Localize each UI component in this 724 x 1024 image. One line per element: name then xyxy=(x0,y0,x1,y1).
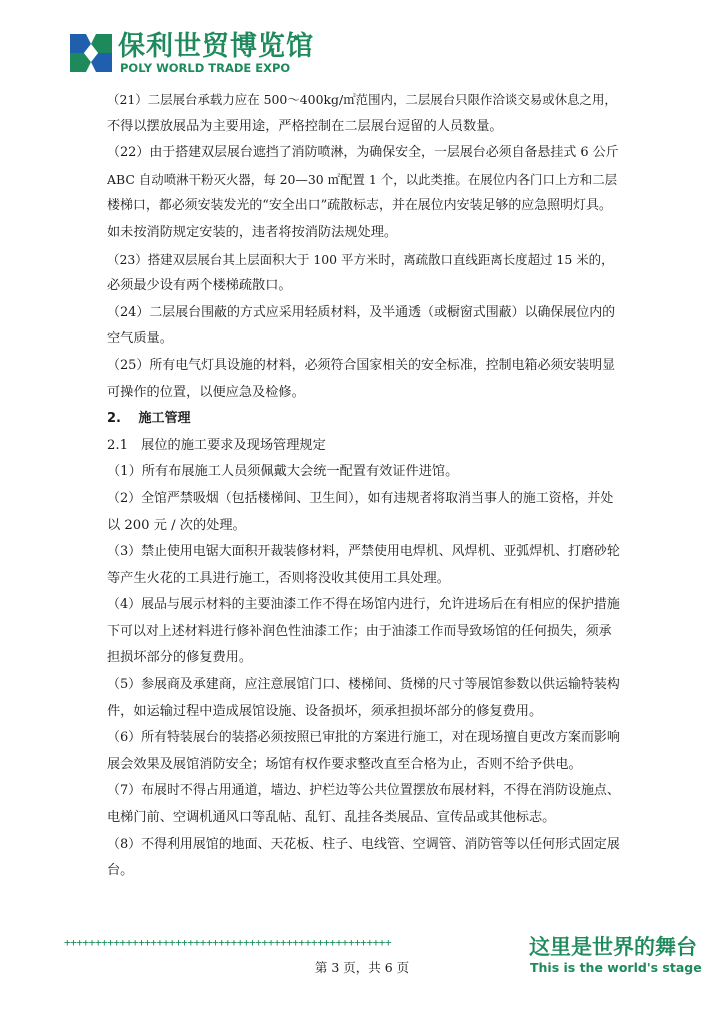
body-line: 台。 xyxy=(107,863,134,879)
body-line: （8）不得利用展馆的地面、天花板、柱子、电线管、空调管、消防管等以任何形式固定展 xyxy=(107,836,620,852)
subsection-heading: 2.1 展位的施工要求及现场管理规定 xyxy=(107,437,326,453)
poly-logo-icon xyxy=(68,30,114,76)
body-line: 如未按消防规定安装的，违者将按消防法规处理。 xyxy=(107,224,398,240)
body-line: （5）参展商及承建商，应注意展馆门口、楼梯间、货梯的尺寸等展馆参数以供运输特装构 xyxy=(107,677,620,693)
body-line: （2）全馆严禁吸烟（包括楼梯间、卫生间），如有违规者将取消当事人的施工资格，并处 xyxy=(107,490,614,506)
body-line: 件，如运输过程中造成展馆设施、设备损坏，须承担损坏部分的修复费用。 xyxy=(107,703,543,719)
body-line: （21）二层展台承载力应在 500～400kg/㎡范围内，二层展台只限作洽谈交易或休息之用， xyxy=(107,92,617,107)
body-line: 空气质量。 xyxy=(107,331,173,347)
body-line: （3）禁止使用电锯大面积开裁装修材料，严禁使用电焊机、风焊机、亚弧焊机、打磨砂轮 xyxy=(107,544,620,560)
section-heading: 2. 施工管理 xyxy=(107,411,191,427)
body-line: 楼梯口，都必须安装发光的“安全出口”疏散标志，并在展位内安装足够的应急照明灯具。 xyxy=(107,198,612,214)
body-line: 等产生火花的工具进行施工，否则将没收其使用工具处理。 xyxy=(107,570,450,586)
body-line: （25）所有电气灯具设施的材料，必须符合国家相关的安全标准，控制电箱必须安装明显 xyxy=(107,357,616,373)
body-line: ABC 自动喷淋干粉灭火器，每 20—30 ㎡配置 1 个，以此类推。在展位内各门口上方和二层 xyxy=(107,171,618,187)
page-header xyxy=(68,30,368,76)
body-line: 可操作的位置，以便应急及检修。 xyxy=(107,384,305,400)
body-line: 展会效果及展馆消防安全；场馆有权作要求整改直至合格为止，否则不给予供电。 xyxy=(107,756,582,772)
body-line: 担损坏部分的修复费用。 xyxy=(107,650,253,666)
body-line: （7）布展时不得占用通道，墙边、护栏边等公共位置摆放布展材料，不得在消防设施点、 xyxy=(107,783,620,799)
document-body xyxy=(107,87,619,885)
footer-slogan-english: This is the world's stage xyxy=(530,960,702,975)
body-line: 以 200 元 / 次的处理。 xyxy=(107,517,246,533)
body-line: （22）由于搭建双层展台遮挡了消防喷淋，为确保安全，一层展台必须自备悬挂式 6 公斤 xyxy=(107,145,619,161)
page-number: 第 3 页，共 6 页 xyxy=(314,960,410,975)
body-line: 下可以对上述材料进行修补润色性油漆工作；由于油漆工作而导致场馆的任何损失，须承 xyxy=(107,623,612,639)
body-line: 电梯门前、空调机通风口等乱帖、乱钉、乱挂各类展品、宣传品或其他标志。 xyxy=(107,810,556,826)
footer-slogan-chinese: 这里是世界的舞台 xyxy=(529,935,697,959)
body-line: （6）所有特装展台的装搭必须按照已审批的方案进行施工，对在现场擅自更改方案而影响 xyxy=(107,730,620,746)
body-line: （1）所有布展施工人员须佩戴大会统一配置有效证件进馆。 xyxy=(107,464,459,480)
footer-plus-divider: +++++++++++++++++++++++++++++++++++++++++++++++++++++ xyxy=(64,936,392,949)
logo-english-name: POLY WORLD TRADE EXPO xyxy=(120,61,291,75)
logo-chinese-name: 保利世贸博览馆 xyxy=(118,31,314,62)
body-line: 必须最少设有两个楼梯疏散口。 xyxy=(107,278,292,294)
body-line: （4）展品与展示材料的主要油漆工作不得在场馆内进行，允许进场后在有相应的保护措施 xyxy=(107,597,620,613)
body-line: 不得以摆放展品为主要用途，严格控制在二层展台逗留的人员数量。 xyxy=(107,118,503,134)
body-line: （24）二层展台围蔽的方式应采用轻质材料，及半通透（或橱窗式围蔽）以确保展位内的 xyxy=(107,304,616,320)
body-line: （23）搭建双层展台其上层面积大于 100 平方米时，离疏散口直线距离长度超过 15 米的， xyxy=(107,251,614,267)
